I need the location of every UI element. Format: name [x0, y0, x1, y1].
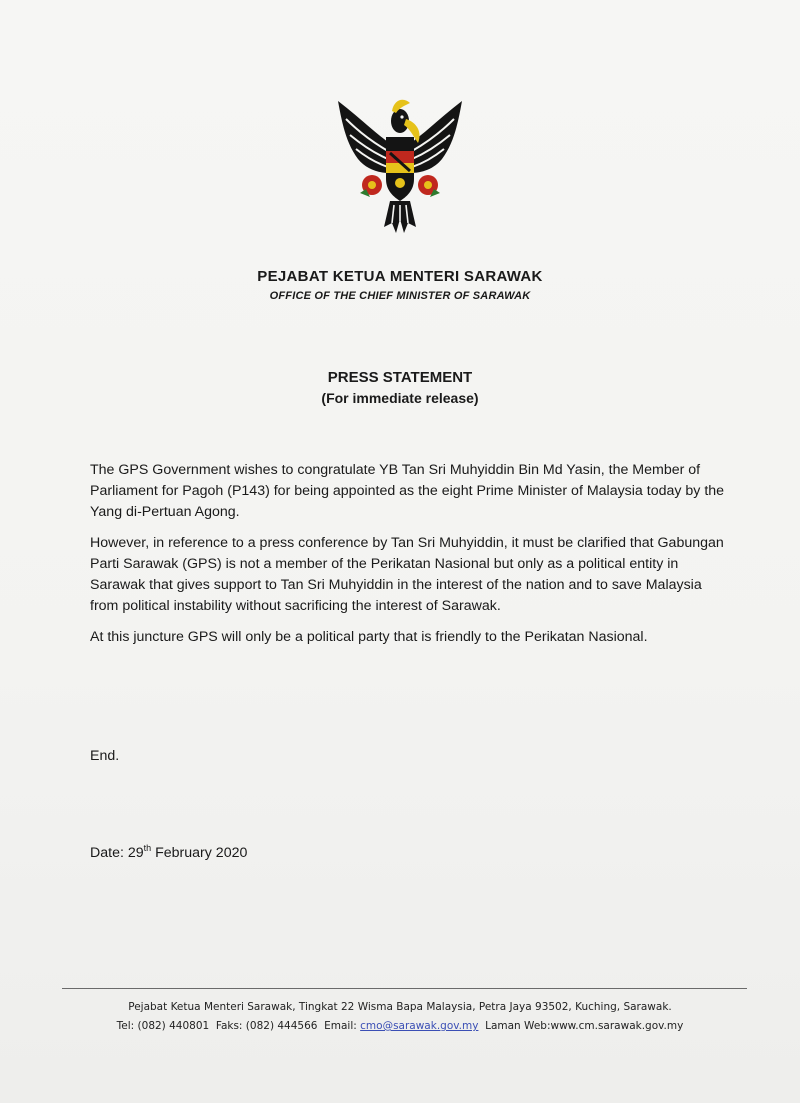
- footer-contact: [0, 1020, 800, 1032]
- footer-email-link[interactable]: cmo@sarawak.gov.my: [360, 1020, 479, 1032]
- date-month-year: February 2020: [151, 845, 248, 861]
- paragraph: At this juncture GPS will only be a political party that is friendly to the Perikatan Nasional.: [90, 629, 648, 645]
- press-statement-subtitle: (For immediate release): [321, 390, 479, 406]
- statement-date: [90, 845, 247, 861]
- office-name-english: OFFICE OF THE CHIEF MINISTER OF SARAWAK: [269, 290, 531, 302]
- paragraph: The GPS Government wishes to congratulate YB Tan Sri Muhyiddin Bin Md Yasin, the Member of Parliament for Pagoh (P143) for being appointed as the eight Prime Minister of Malaysia today by the Yang di-Pertuan Agong.: [90, 462, 725, 520]
- end-marker: End.: [90, 748, 120, 764]
- footer-address: Pejabat Ketua Menteri Sarawak, Tingkat 22 Wisma Bapa Malaysia, Petra Jaya 93502, Kuching, Sarawak.: [128, 1001, 672, 1013]
- office-name-malay: PEJABAT KETUA MENTERI SARAWAK: [257, 268, 543, 285]
- footer-divider: [62, 988, 747, 989]
- footer-website: Laman Web:www.cm.sarawak.gov.my: [478, 1020, 684, 1032]
- paragraph: However, in reference to a press conference by Tan Sri Muhyiddin, it must be clarified that Gabungan Parti Sarawak (GPS) is not a member of the Perikatan Nasional but only as a political entity in Sarawak that gives support to Tan Sri Muhyiddin in the interest of the nation and to save Malaysia from political instability without sacrificing the interest of Sarawak.: [90, 535, 724, 614]
- date-ordinal-suffix: th: [143, 843, 152, 853]
- press-statement-title: PRESS STATEMENT: [327, 369, 473, 386]
- footer-phone-fax: Tel: (082) 440801 Faks: (082) 444566 Email:: [116, 1020, 361, 1032]
- sarawak-coat-of-arms-icon: [330, 93, 470, 243]
- date-label: Date: 29: [90, 845, 144, 861]
- statement-body: [90, 460, 730, 658]
